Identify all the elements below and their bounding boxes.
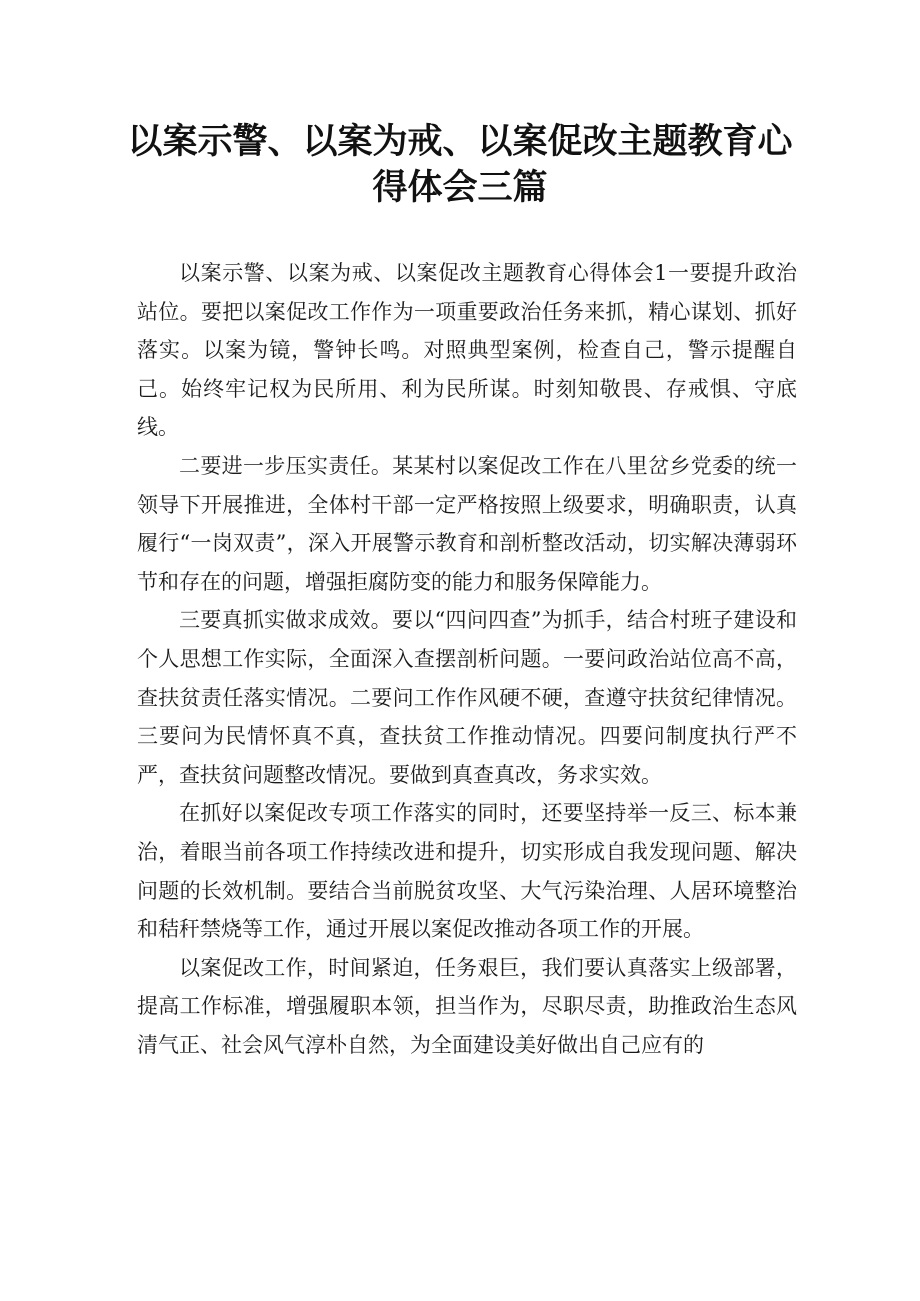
body-paragraph-1: 以案示警、以案为戒、以案促改主题教育心得体会1一要提升政治站位。要把以案促改工作作为一项重要政治任务来抓，精心谋划、抓好落实。以案为镜，警钟长鸣。对照典型案例，检查自己，警示提醒自己。始终牢记权为民所用、利为民所谋。时刻知敬畏、存戒惧、守底线。 — [137, 261, 797, 440]
document-title-line-2: 得体会三篇 — [372, 168, 548, 208]
body-paragraph-3: 三要真抓实做求成效。要以“四问四查”为抓手，结合村班子建设和个人思想工作实际，全面深入查摆剖析问题。一要问政治站位高不高，查扶贫责任落实情况。二要问工作作风硬不硬，查遵守扶贫纪律情况。三要问为民情怀真不真，查扶贫工作推动情况。四要问制度执行严不严，查扶贫问题整改情况。要做到真查真改，务求实效。 — [137, 608, 797, 787]
body-paragraph-4: 在抓好以案促改专项工作落实的同时，还要坚持举一反三、标本兼治，着眼当前各项工作持续改进和提升，切实形成自我发现问题、解决问题的长效机制。要结合当前脱贫攻坚、大气污染治理、人居环境整治和秸秆禁烧等工作，通过开展以案促改推动各项工作的开展。 — [137, 801, 797, 942]
document-body — [137, 254, 797, 1064]
document-title-line-1: 以案示警、以案为戒、以案促改主题教育心 — [127, 122, 793, 162]
body-paragraph-2: 二要进一步压实责任。某某村以案促改工作在八里岔乡党委的统一领导下开展推进，全体村干部一定严格按照上级要求，明确职责，认真履行“一岗双责”，深入开展警示教育和剖析整改活动，切实解决薄弱环节和存在的问题，增强拒腐防变的能力和服务保障能力。 — [137, 453, 797, 594]
body-paragraph-5: 以案促改工作，时间紧迫，任务艰巨，我们要认真落实上级部署，提高工作标准，增强履职本领，担当作为，尽职尽责，助推政治生态风清气正、社会风气淳朴自然，为全面建设美好做出自己应有的 — [137, 955, 797, 1057]
